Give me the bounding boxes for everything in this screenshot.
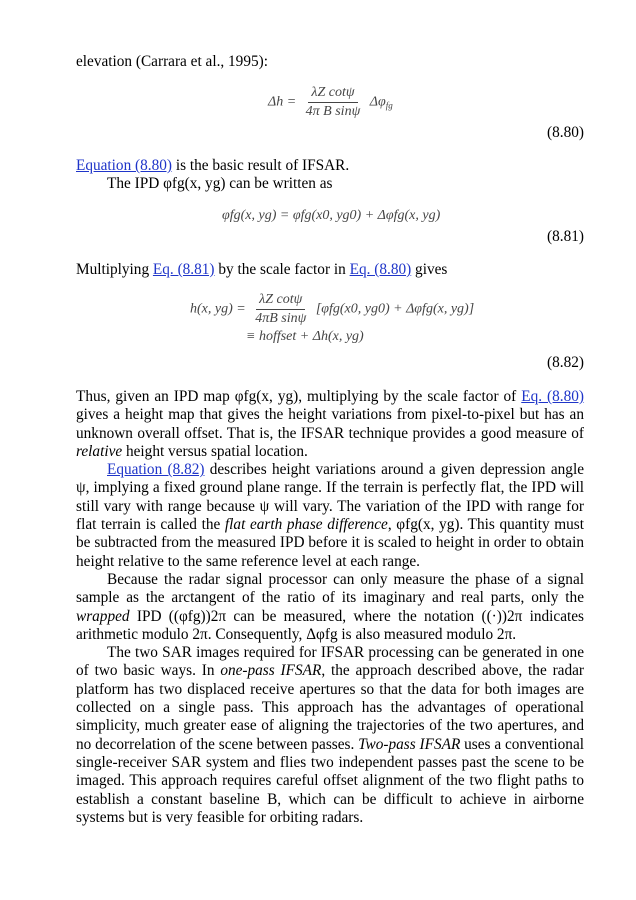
eq880-tail-sub: fg: [385, 100, 393, 111]
link-eq-8-81[interactable]: Eq. (8.81): [152, 261, 215, 278]
eq880-tail: Δφ: [369, 94, 386, 110]
paragraph-2: The IPD φfg(x, yg) can be written as: [107, 175, 333, 193]
p5-a: describes height variations around a given depression angle ψ, implying a fixed ground plane range. If the terrain is perfectly flat, the IPD will still vary with range because ψ will vary. The variation of the IPD with range for flat terrain is called the: [76, 461, 584, 534]
equation-number-8-81: (8.81): [547, 228, 584, 245]
p6-a: Because the radar signal processor can only measure the phase of a signal sample as the arctangent of the ratio of its imaginary and real parts, only the: [76, 570, 584, 607]
paragraph-3: [76, 261, 584, 279]
eq880-denominator: 4π B sinψ: [305, 104, 361, 119]
eq880-lhs: Δh =: [268, 94, 297, 110]
p7-b: , the approach described above, the radar platform has two displaced receive apertures so that the data for both images are collected on a single pass. This approach has the advantages of operational simplicity, much greater ease of aligning the trajectories of the two apertures, and no decorrelation of the scene between passes.: [76, 662, 584, 753]
paragraph-5: [76, 461, 584, 571]
intro-line: [76, 53, 584, 71]
paragraph-1: [76, 157, 584, 194]
link-equation-8-82[interactable]: Equation (8.82): [107, 461, 205, 479]
eq882-lhs: h(x, yg) =: [190, 301, 246, 317]
p4-em: relative: [76, 442, 123, 460]
equation-number-8-82: (8.82): [547, 354, 584, 371]
eq882-denominator: 4πB sinψ: [255, 311, 307, 326]
link-equation-8-80[interactable]: Equation (8.80): [76, 157, 173, 174]
p6-b: IPD ((φfg))2π can be measured, where the notation ((·))2π indicates arithmetic modulo 2π. Consequently, Δφfg is also measured modulo 2π.: [76, 607, 584, 643]
link-eq-8-80[interactable]: Eq. (8.80): [349, 261, 412, 278]
p7-em2: Two-pass IFSAR: [358, 735, 461, 753]
intro-text: elevation (Carrara et al., 1995):: [76, 53, 268, 70]
p5-b: , φfg(x, yg). This quantity must be subtracted from the measured IPD before it is scaled to height in order to obtain height relative to the same reference level at each range.: [76, 516, 584, 570]
equation-number-8-80: (8.80): [547, 124, 584, 141]
eq882-line-1: [190, 292, 474, 327]
p4-a: Thus, given an IPD map φfg(x, yg), multiplying by the scale factor of: [76, 388, 522, 405]
p3-b: by the scale factor in: [214, 261, 350, 278]
p3-c: gives: [411, 261, 448, 278]
equation-8-82: [190, 292, 474, 345]
p5-em: flat earth phase difference: [224, 516, 388, 534]
eq880-fraction: [303, 85, 364, 120]
paragraph-6: [76, 571, 584, 644]
paragraph-7: [76, 644, 584, 827]
p4-b: gives a height map that gives the height variations from pixel-to-pixel but has an unknown overall offset. That is, the IFSAR technique provides a good measure of: [76, 406, 584, 442]
paragraph-4: [76, 388, 584, 461]
p7-a: The two SAR images required for IFSAR processing can be generated in one of two basic ways. In: [76, 644, 584, 680]
eq882-bracket: [φfg(x0, yg0) + Δφfg(x, yg)]: [315, 301, 475, 317]
p7-em1: one-pass IFSAR: [220, 662, 322, 680]
p1-rest: is the basic result of IFSAR.: [172, 157, 350, 174]
eq880-numerator: λZ cotψ: [308, 85, 357, 103]
p6-em: wrapped: [76, 607, 130, 625]
eq882-fraction: [252, 292, 309, 327]
eq882-line-2: ≡ hoffset + Δh(x, yg): [246, 329, 364, 344]
link-eq-8-80-b[interactable]: Eq. (8.80): [521, 388, 585, 405]
equation-8-80: [268, 85, 393, 120]
p4-c: height versus spatial location.: [122, 442, 308, 460]
p7-c: uses a conventional single-receiver SAR system and flies two independent passes past the scene to be imaged. This approach requires careful offset alignment of the two flight paths to establish a constant baseline B, which can be difficult to achieve in airborne systems but is very feasible for orbiting radars.: [76, 735, 584, 826]
p3-a: Multiplying: [76, 261, 153, 278]
eq882-numerator: λZ cotψ: [256, 292, 305, 310]
body-text: [76, 388, 584, 827]
equation-8-81: φfg(x, yg) = φfg(x0, yg0) + Δφfg(x, yg): [222, 208, 441, 223]
